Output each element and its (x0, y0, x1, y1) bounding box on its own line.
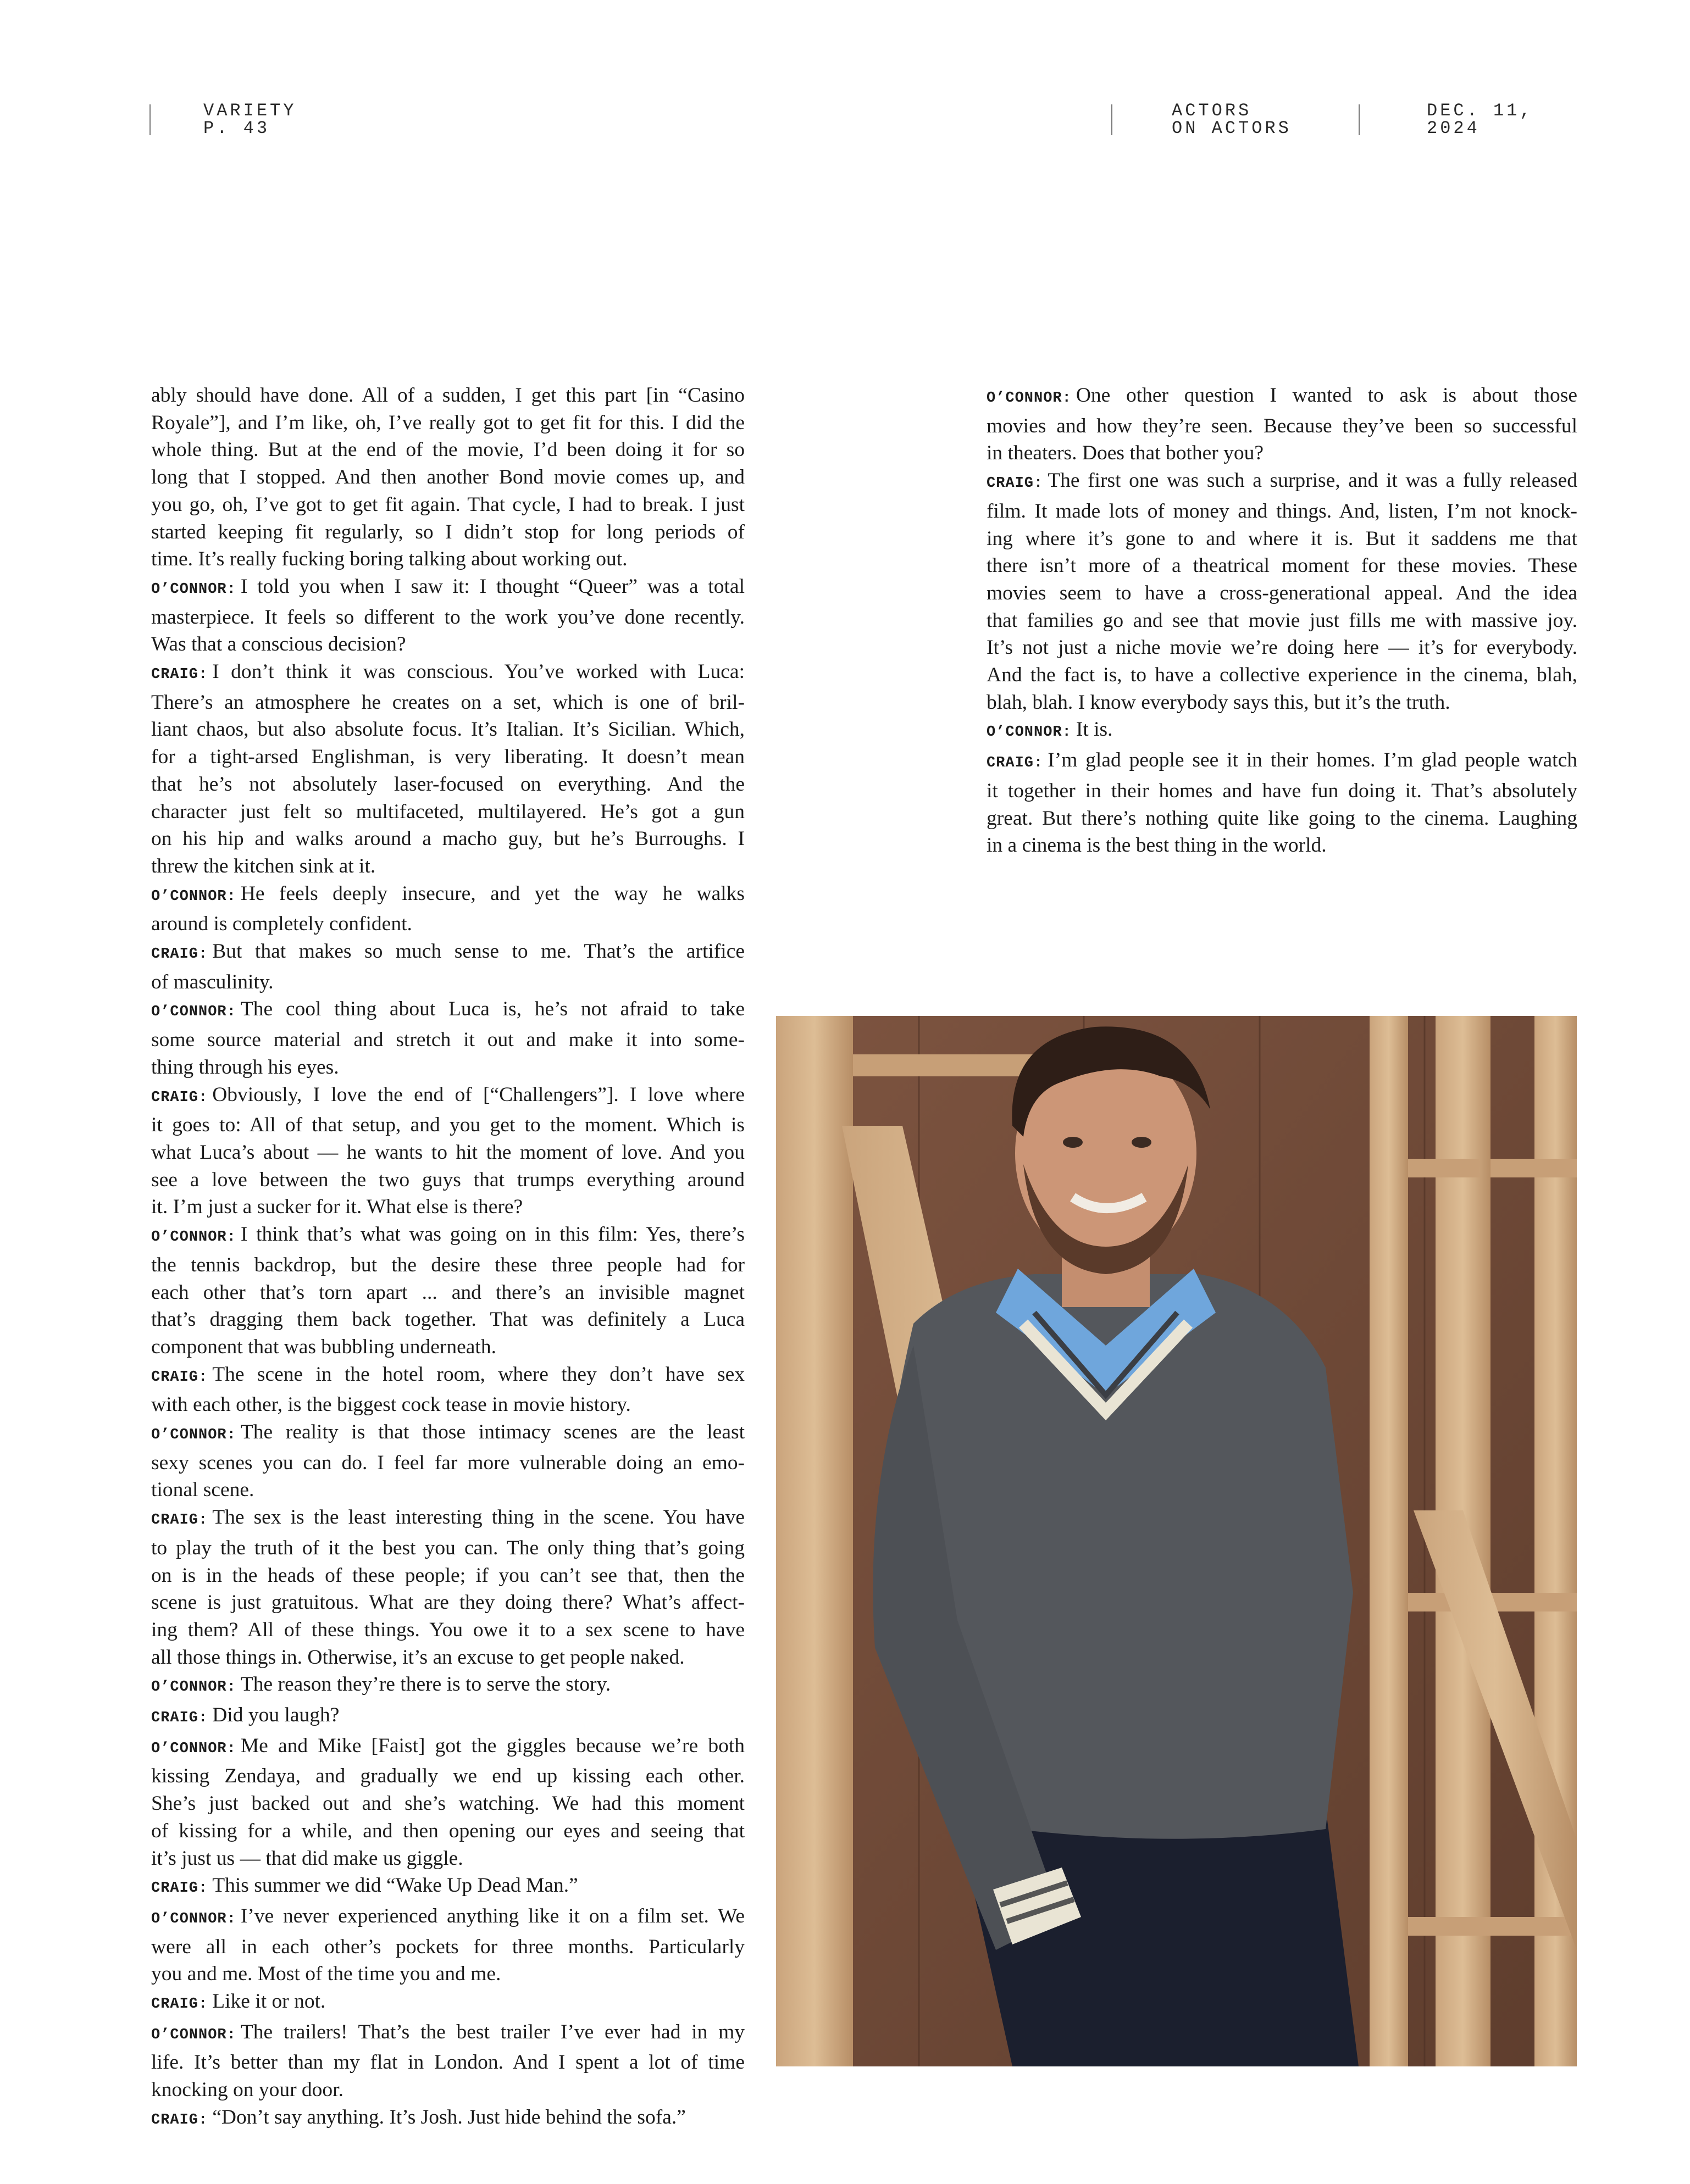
line-text: She’s just backed out and she’s watching. We had this moment (151, 1792, 745, 1815)
text-line (151, 519, 745, 546)
speaker-label: O’CONNOR: (151, 581, 236, 598)
text-line (151, 1790, 745, 1818)
text-line (151, 938, 745, 969)
text-line (151, 1054, 745, 1081)
text-line (151, 2104, 745, 2135)
text-line (151, 969, 745, 996)
text-line (151, 771, 745, 798)
line-text: to play the truth of it the best you can. The only thing that’s going (151, 1536, 745, 1559)
speaker-label: CRAIG: (151, 2111, 208, 2129)
text-line (151, 1306, 745, 1333)
header-rule-left (149, 104, 151, 135)
text-line (151, 716, 745, 743)
text-line (151, 1193, 745, 1221)
text-line (151, 2076, 745, 2104)
line-text: on is in the heads of these people; if you can’t see that, then the (151, 1564, 745, 1587)
line-text: Like it or not. (212, 1990, 326, 2013)
line-text: each other that’s torn apart ... and there’s an invisible magnet (151, 1281, 745, 1304)
line-text: Me and Mike [Faist] got the giggles because we’re both (240, 1734, 745, 1757)
text-line (987, 689, 1577, 716)
text-line (151, 604, 745, 631)
line-text: Obviously, I love the end of [“Challengers”]. I love where (212, 1083, 745, 1106)
speaker-label: CRAIG: (151, 1996, 208, 2013)
text-line (987, 777, 1577, 805)
issue-date-line1: DEC. 11, (1427, 101, 1533, 121)
speaker-label: O’CONNOR: (151, 1229, 236, 1246)
text-line (987, 747, 1577, 777)
speaker-label: O’CONNOR: (987, 724, 1072, 741)
text-line (987, 662, 1577, 689)
text-line (151, 996, 745, 1026)
text-line (151, 1419, 745, 1449)
line-text: The cool thing about Luca is, he’s not afraid to take (240, 998, 745, 1021)
line-text: This summer we did “Wake Up Dead Man.” (212, 1874, 578, 1897)
line-text: of masculinity. (151, 970, 274, 993)
line-text: film. It made lots of money and things. And, listen, I’m not knock- (987, 499, 1577, 523)
text-line (987, 525, 1577, 553)
text-line (151, 546, 745, 573)
text-line (151, 1535, 745, 1562)
text-line (151, 1221, 745, 1252)
line-text: sexy scenes you can do. I feel far more vulnerable doing an emo- (151, 1451, 745, 1474)
line-text: with each other, is the biggest cock tease in movie history. (151, 1393, 631, 1416)
line-text: I don’t think it was conscious. You’ve worked with Luca: (212, 660, 745, 683)
text-line (151, 1361, 745, 1392)
speaker-label: CRAIG: (151, 946, 208, 963)
line-text: see a love between the two guys that trumps everything around (151, 1168, 745, 1191)
text-line (987, 440, 1577, 467)
text-line (987, 832, 1577, 859)
line-text: Royale”], and I’m like, oh, I’ve really got to get fit for this. I did the (151, 411, 745, 434)
line-text: movies and how they’re seen. Because they’ve been so successful (987, 414, 1577, 437)
text-line (151, 1026, 745, 1054)
line-text: The scene in the hotel room, where they don’t have sex (212, 1363, 745, 1386)
text-line (151, 1279, 745, 1307)
article-column-left (151, 382, 745, 2135)
text-line (151, 1933, 745, 1961)
line-text: tional scene. (151, 1479, 254, 1502)
line-text: that’s dragging them back together. That was definitely a Luca (151, 1308, 745, 1331)
line-text: It’s not just a niche movie we’re doing here — it’s for everybody. (987, 636, 1577, 659)
line-text: great. But there’s nothing quite like going to the cinema. Laughing (987, 807, 1577, 830)
line-text: He feels deeply insecure, and yet the way he walks (240, 882, 745, 905)
speaker-label: CRAIG: (151, 1880, 208, 1897)
speaker-label: CRAIG: (151, 1512, 208, 1529)
text-line (151, 853, 745, 880)
line-text: the tennis backdrop, but the desire these three people had for (151, 1253, 745, 1276)
line-text: The sex is the least interesting thing in the scene. You have (212, 1506, 745, 1529)
speaker-label: O’CONNOR: (151, 1427, 236, 1444)
text-line (151, 1818, 745, 1845)
text-line (151, 689, 745, 716)
line-text: It is. (1076, 718, 1113, 741)
line-text: movies seem to have a cross-generational appeal. And the idea (987, 581, 1577, 604)
header-rule-right (1359, 104, 1360, 135)
line-text: that he’s not absolutely laser-focused on everything. And the (151, 773, 745, 796)
speaker-label: O’CONNOR: (151, 1004, 236, 1021)
text-line (151, 825, 745, 853)
text-line (987, 607, 1577, 635)
line-text: it’s just us — that did make us giggle. (151, 1847, 463, 1870)
publication-name: VARIETY (203, 101, 297, 121)
text-line (151, 1616, 745, 1644)
text-line (151, 1845, 745, 1872)
line-text: knocking on your door. (151, 2079, 343, 2102)
line-text: there isn’t more of a theatrical moment for these movies. These (987, 554, 1577, 577)
text-line (151, 1252, 745, 1279)
speaker-label: O’CONNOR: (151, 888, 236, 905)
line-text: I think that’s what was going on in this film: Yes, there’s (240, 1223, 745, 1246)
text-line (151, 1391, 745, 1419)
text-line (151, 2049, 745, 2076)
text-line (151, 1960, 745, 1988)
text-line (151, 1166, 745, 1194)
speaker-label: CRAIG: (151, 1710, 208, 1727)
text-line (987, 580, 1577, 607)
text-line (151, 1476, 745, 1504)
text-line (151, 1702, 745, 1732)
text-line (151, 631, 745, 658)
text-line (151, 1333, 745, 1361)
text-line (151, 1504, 745, 1535)
text-line (987, 382, 1577, 413)
speaker-label: O’CONNOR: (987, 390, 1072, 407)
speaker-label: CRAIG: (151, 1369, 208, 1386)
line-text: in a cinema is the best thing in the world. (987, 834, 1327, 857)
text-line (151, 743, 745, 771)
speaker-label: O’CONNOR: (151, 2026, 236, 2043)
line-text: But that makes so much sense to me. That’s the artifice (212, 940, 745, 963)
line-text: you and me. Most of the time you and me. (151, 1963, 501, 1986)
line-text: that families go and see that movie just fills me with massive joy. (987, 609, 1577, 632)
text-line (151, 1139, 745, 1166)
text-line (151, 1589, 745, 1616)
text-line (151, 382, 745, 409)
line-text: “Don’t say anything. It’s Josh. Just hide behind the sofa.” (212, 2105, 686, 2129)
text-line (151, 798, 745, 826)
line-text: it goes to: All of that setup, and you get to the moment. Which is (151, 1114, 745, 1137)
text-line (151, 910, 745, 938)
text-line (987, 805, 1577, 832)
speaker-label: CRAIG: (987, 475, 1044, 492)
article-column-right (987, 382, 1577, 859)
text-line (987, 634, 1577, 662)
line-text: There’s an atmosphere he creates on a set, which is one of bril- (151, 691, 745, 714)
line-text: And the fact is, to have a collective experience in the cinema, blah, (987, 664, 1577, 687)
line-text: for a tight-arsed Englishman, is very liberating. It doesn’t mean (151, 746, 745, 769)
text-line (151, 1449, 745, 1477)
line-text: One other question I wanted to ask is about those (1076, 384, 1577, 407)
text-line (987, 552, 1577, 580)
line-text: ing where it’s gone to and where it is. But it saddens me that (987, 527, 1577, 550)
line-text: time. It’s really fucking boring talking about working out. (151, 548, 628, 571)
line-text: blah, blah. I know everybody says this, but it’s the truth. (987, 691, 1450, 714)
line-text: some source material and stretch it out and make it into some- (151, 1029, 745, 1052)
line-text: scene is just gratuitous. What are they doing there? What’s affect- (151, 1591, 745, 1614)
line-text: all those things in. Otherwise, it’s an excuse to get people naked. (151, 1646, 685, 1669)
text-line (151, 1763, 745, 1790)
line-text: ing them? All of these things. You owe it to a sex scene to have (151, 1618, 745, 1641)
section-name-line1: ACTORS (1172, 101, 1252, 121)
text-line (151, 658, 745, 689)
text-line (151, 573, 745, 604)
text-line (151, 1903, 745, 1933)
speaker-label: CRAIG: (151, 1089, 208, 1106)
text-line (151, 1872, 745, 1903)
header-rule-mid (1111, 104, 1112, 135)
line-text: I’ve never experienced anything like it on a film set. We (240, 1904, 745, 1927)
text-line (151, 1671, 745, 1702)
line-text: what Luca’s about — he wants to hit the moment of love. And you (151, 1141, 745, 1164)
line-text: whole thing. But at the end of the movie, I’d been doing it for so (151, 438, 745, 462)
speaker-label: CRAIG: (151, 666, 208, 683)
section-name-line2: ON ACTORS (1172, 118, 1292, 138)
text-line (151, 2019, 745, 2049)
text-line (151, 1988, 745, 2019)
line-text: thing through his eyes. (151, 1055, 339, 1079)
text-line (151, 491, 745, 519)
line-text: started keeping fit regularly, so I didn’t stop for long periods of (151, 520, 745, 543)
text-line (151, 1562, 745, 1590)
line-text: character just felt so multifaceted, multilayered. He’s got a gun (151, 800, 745, 823)
line-text: of kissing for a while, and then opening our eyes and seeing that (151, 1819, 745, 1842)
line-text: Was that a conscious decision? (151, 633, 406, 656)
line-text: kissing Zendaya, and gradually we end up kissing each other. (151, 1765, 745, 1788)
text-line (987, 467, 1577, 498)
text-line (151, 1081, 745, 1112)
line-text: I’m glad people see it in their homes. I’m glad people watch (1048, 749, 1577, 772)
text-line (987, 498, 1577, 525)
text-line (151, 1112, 745, 1139)
line-text: masterpiece. It feels so different to the work you’ve done recently. (151, 605, 745, 629)
line-text: The reason they’re there is to serve the story. (240, 1673, 611, 1696)
speaker-label: CRAIG: (987, 755, 1044, 772)
text-line (151, 464, 745, 491)
text-line (151, 1732, 745, 1763)
speaker-label: O’CONNOR: (151, 1740, 236, 1757)
line-text: long that I stopped. And then another Bond movie comes up, and (151, 466, 745, 489)
text-line (151, 1644, 745, 1671)
page-number: P. 43 (203, 118, 270, 138)
line-text: liant chaos, but also absolute focus. It’s Italian. It’s Sicilian. Which, (151, 718, 745, 741)
line-text: were all in each other’s pockets for three months. Particularly (151, 1935, 745, 1958)
text-line (151, 409, 745, 437)
speaker-label: O’CONNOR: (151, 1679, 236, 1696)
line-text: The reality is that those intimacy scenes are the least (240, 1421, 745, 1444)
issue-date-line2: 2024 (1427, 118, 1480, 138)
line-text: in theaters. Does that bother you? (987, 442, 1264, 465)
text-line (151, 436, 745, 464)
line-text: threw the kitchen sink at it. (151, 854, 376, 877)
portrait-photo (776, 1016, 1577, 2066)
line-text: around is completely confident. (151, 913, 412, 936)
line-text: The trailers! That’s the best trailer I’ve ever had in my (240, 2020, 745, 2043)
speaker-label: O’CONNOR: (151, 1910, 236, 1927)
line-text: life. It’s better than my flat in London. And I spent a lot of time (151, 2051, 745, 2074)
line-text: it together in their homes and have fun doing it. That’s absolutely (987, 779, 1577, 802)
text-line (151, 880, 745, 911)
line-text: The first one was such a surprise, and it was a fully released (1048, 469, 1577, 492)
line-text: I told you when I saw it: I thought “Queer” was a total (240, 575, 745, 598)
text-line (987, 413, 1577, 440)
line-text: Did you laugh? (212, 1704, 340, 1727)
line-text: component that was bubbling underneath. (151, 1335, 496, 1358)
line-text: ably should have done. All of a sudden, I get this part [in “Casino (151, 384, 745, 407)
line-text: on his hip and walks around a macho guy, but he’s Burroughs. I (151, 827, 745, 851)
line-text: you go, oh, I’ve got to get fit again. That cycle, I had to break. I just (151, 493, 745, 516)
text-line (987, 716, 1577, 747)
line-text: it. I’m just a sucker for it. What else is there? (151, 1196, 523, 1219)
